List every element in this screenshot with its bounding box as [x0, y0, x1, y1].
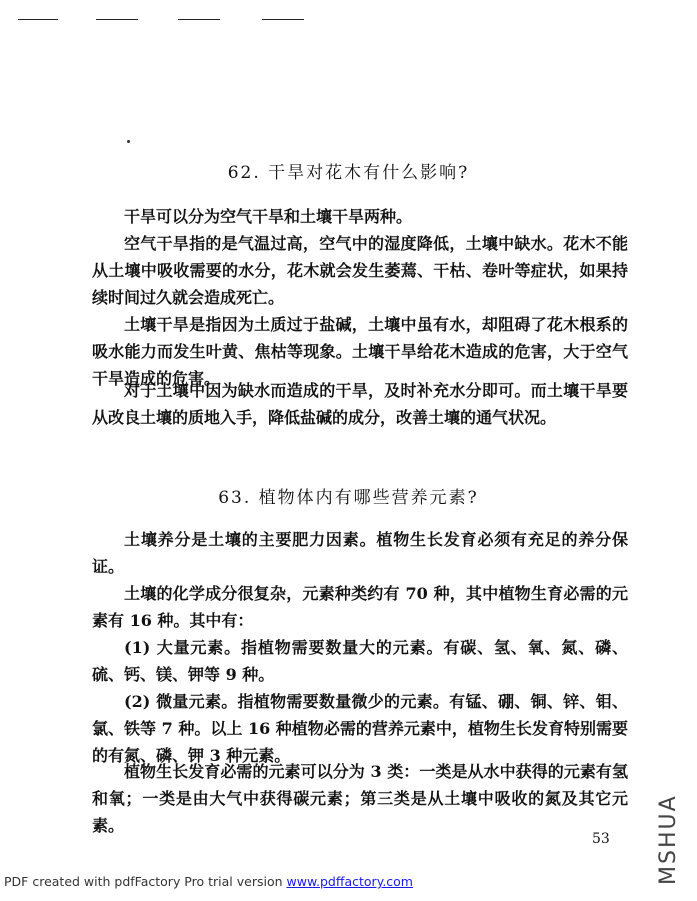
section-63-paragraph: 土壤的化学成分很复杂，元素种类约有 70 种，其中植物生育必需的元素有 16 种。其中有： [92, 584, 628, 630]
pdf-footer [4, 874, 413, 889]
top-rule-3 [178, 19, 220, 20]
page-number: 53 [592, 831, 610, 847]
section-63-paragraph: 土壤养分是土壤的主要肥力因素。植物生长发育必须有充足的养分保证。 [92, 530, 628, 576]
section-62-paragraph: 土壤干旱是指因为土质过于盐碱，土壤中虽有水，却阻碍了花木根系的吸水能力而发生叶黄、焦枯等现象。土壤干旱给花木造成的危害，大于空气干旱造成的危害。 [92, 315, 628, 388]
section-62-paragraph: 空气干旱指的是气温过高，空气中的湿度降低，土壤中缺水。花木不能从土壤中吸收需要的水分，花木就会发生萎蔫、干枯、卷叶等症状，如果持续时间过久就会造成死亡。 [92, 234, 628, 307]
top-rule-4 [262, 19, 304, 20]
scan-speck [127, 140, 130, 143]
section-62-heading: 62. 干旱对花木有什么影响? [227, 163, 470, 183]
section-62-paragraph: 干旱可以分为空气干旱和土壤干旱两种。 [124, 207, 413, 226]
section-63-paragraph: (1) 大量元素。指植物需要数量大的元素。有碳、氢、氧、氮、磷、硫、钙、镁、钾等 9 种。 [92, 638, 628, 684]
footer-text: PDF created with pdfFactory Pro trial version [4, 874, 287, 889]
section-63-paragraph: 植物生长发育必需的元素可以分为 3 类：一类是从水中获得的元素有氢和氧；一类是由大气中获得碳元素；第三类是从土壤中吸收的氮及其它元素。 [92, 762, 628, 835]
top-rule-2 [96, 19, 138, 20]
section-63-heading: 63. 植物体内有哪些营养元素? [218, 488, 479, 508]
footer-link[interactable]: www.pdffactory.com [286, 874, 413, 889]
top-rule-1 [18, 19, 58, 20]
watermark-text: MSHUA [656, 794, 681, 885]
section-63-paragraph: (2) 微量元素。指植物需要数量微少的元素。有锰、硼、铜、锌、钼、氯、铁等 7 种。以上 16 种植物必需的营养元素中，植物生长发育特别需要的有氮、磷、钾 3 种元素。 [92, 692, 628, 765]
section-62-paragraph: 对于土壤中因为缺水而造成的干旱，及时补充水分即可。而土壤干旱要从改良土壤的质地入手，降低盐碱的成分，改善土壤的通气状况。 [92, 381, 628, 427]
